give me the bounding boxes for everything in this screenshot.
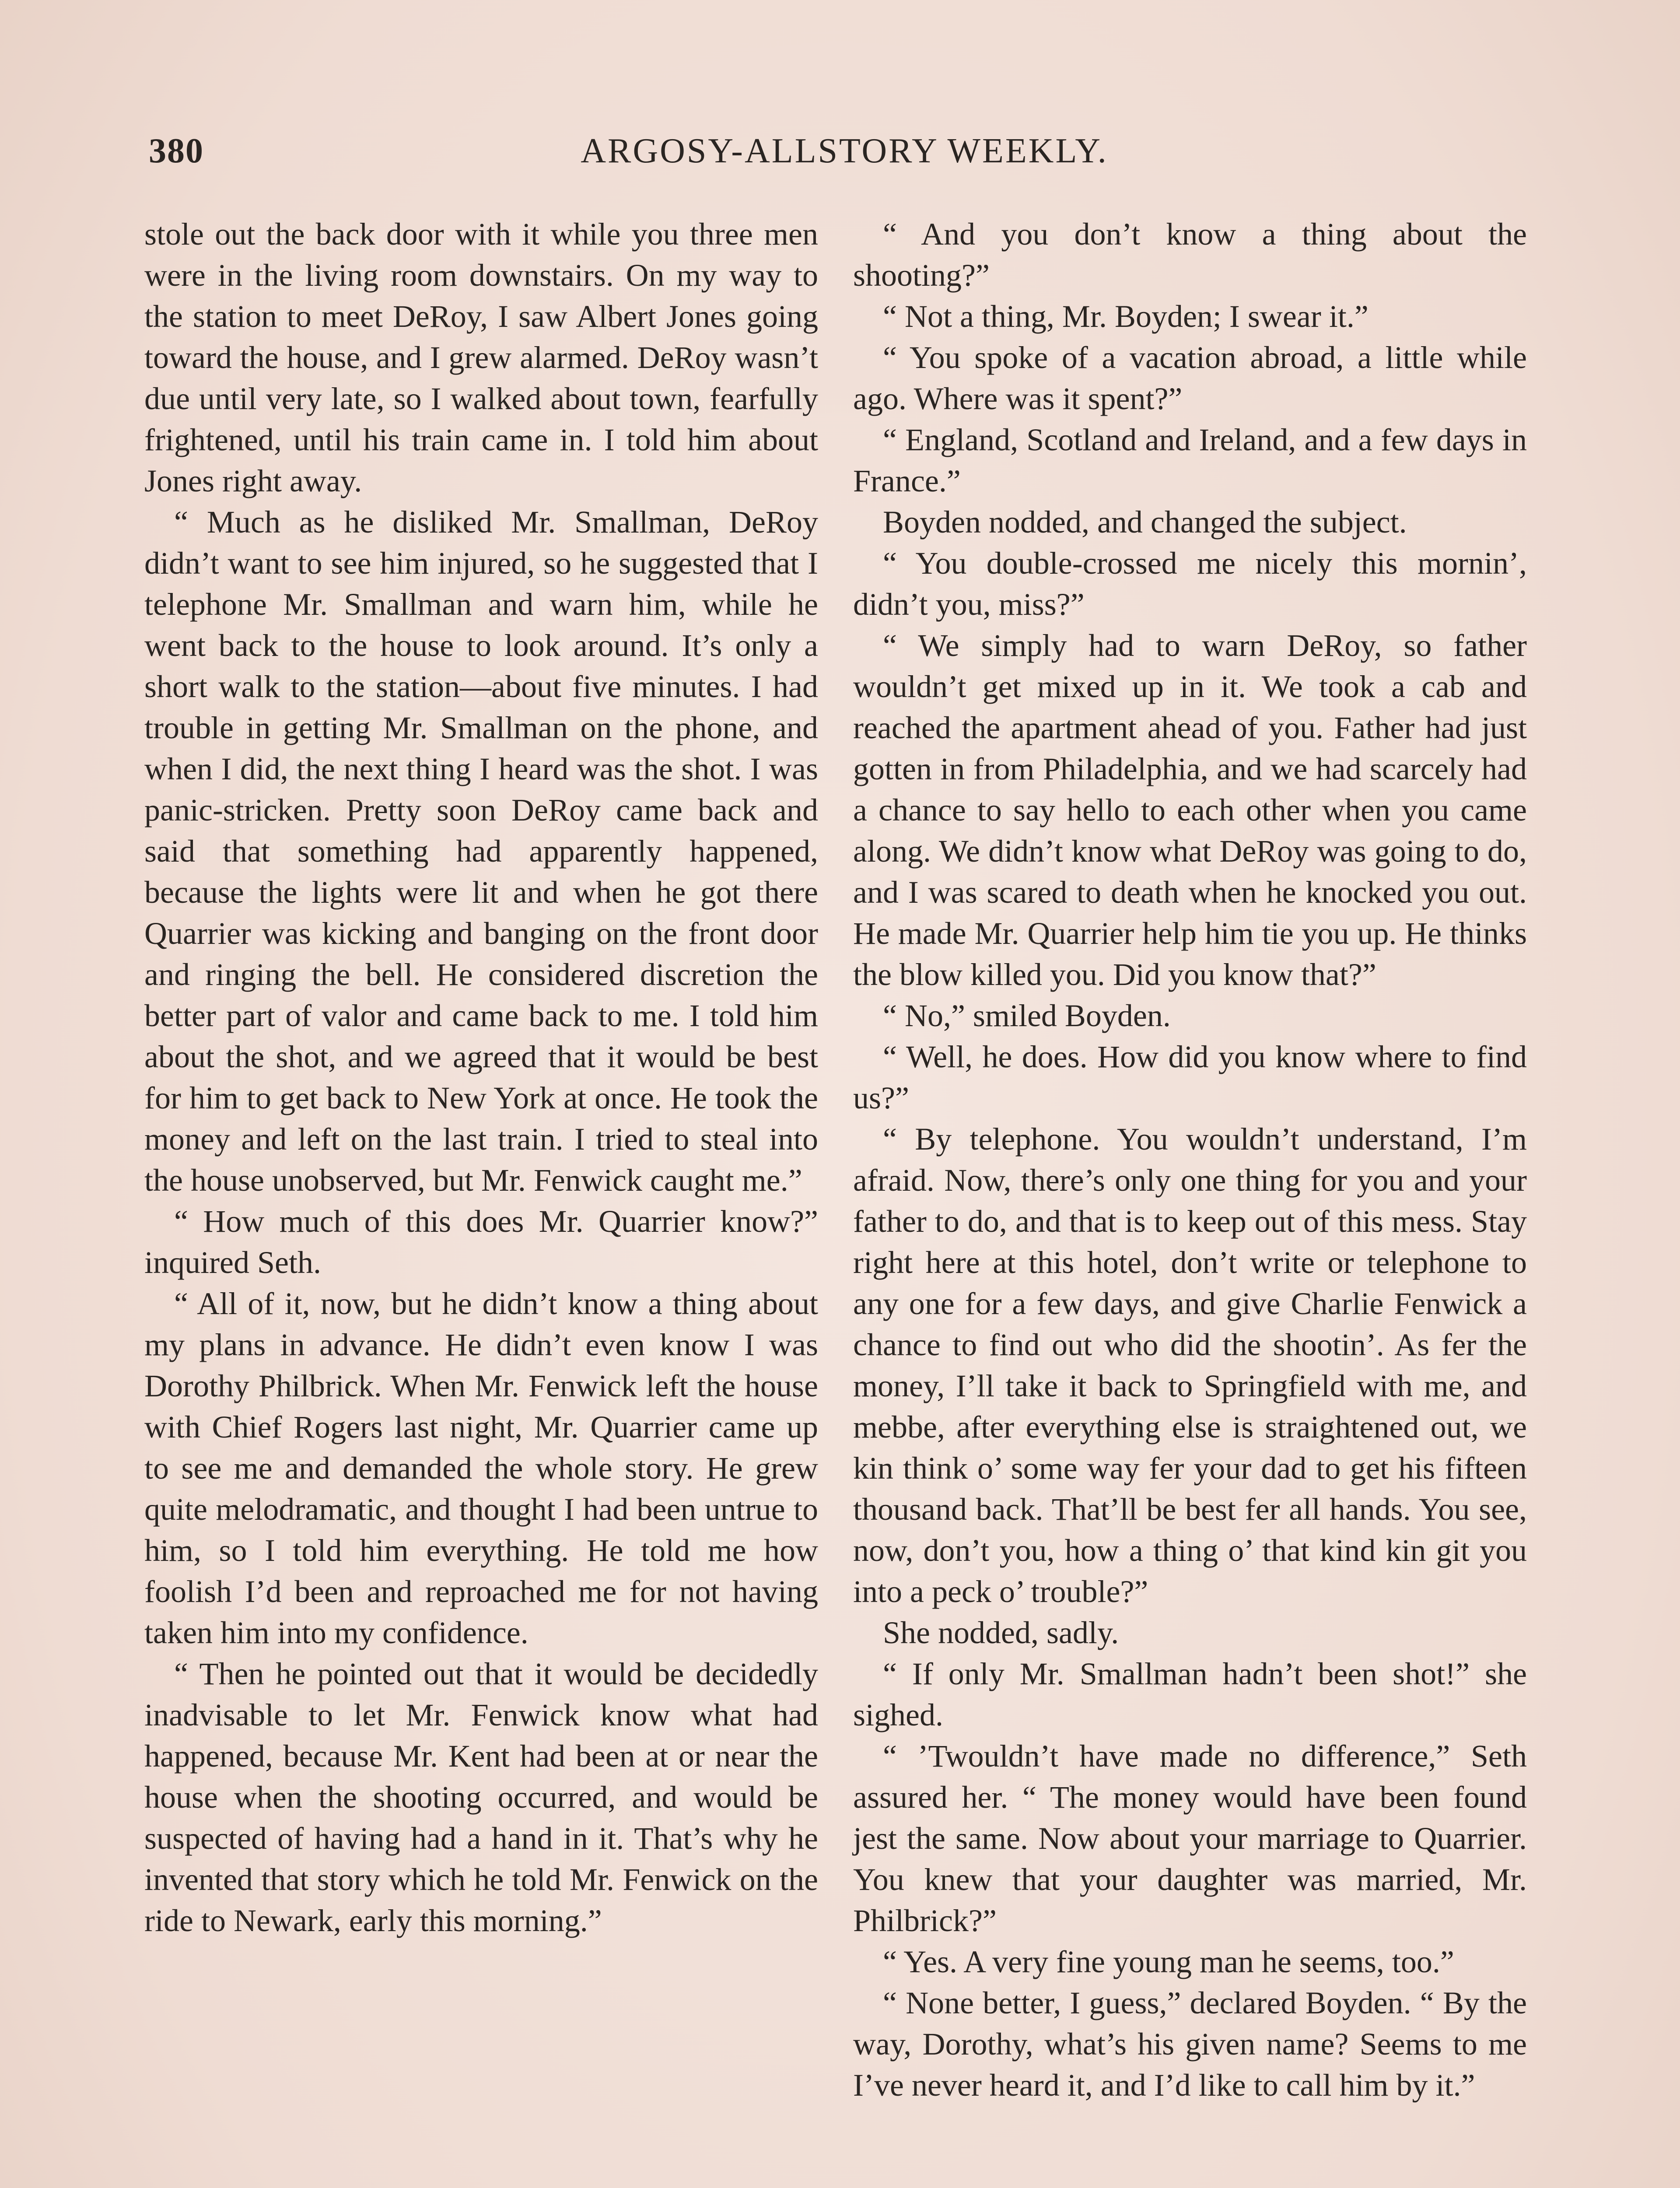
paragraph: She nodded, sadly. — [883, 1615, 1119, 1650]
paragraph: “ You spoke of a vacation abroad, a little while ago. Where was it spent?” — [853, 340, 1527, 416]
running-title: ARGOSY-ALLSTORY WEEKLY. — [581, 132, 1108, 170]
paragraph: “ You double-crossed me nicely this mornin’, didn’t you, miss?” — [853, 546, 1527, 622]
paragraph: “ By telephone. You wouldn’t understand, I’m afraid. Now, there’s only one thing for you and your father to do, and that is to keep out of this mess. Stay right here at this hotel, don’t write or telephone to any one for a few days, and give Charlie Fenwick a chance to find out who did the shootin’. As fer the money, I’ll take it back to Springfield with me, and mebbe, after everything else is straightened out, we kin think o’ some way fer your dad to get his fifteen thousand back. That’ll be best fer all hands. You see, now, don’t you, how a thing o’ that kind kin git you into a peck o’ trouble?” — [853, 1122, 1527, 1609]
paragraph: “ Not a thing, Mr. Boyden; I swear it.” — [883, 299, 1368, 334]
paragraph: “ How much of this does Mr. Quarrier know?” inquired Seth. — [144, 1204, 818, 1280]
right-column — [853, 214, 1527, 2106]
paragraph: “ Then he pointed out that it would be decidedly inadvisable to let Mr. Fenwick know what had happened, because Mr. Kent had been at or near the house when the shooting occurred, and would be suspected of having had a hand in it. That’s why he invented that story which he told Mr. Fenwick on the ride to Newark, early this morning.” — [144, 1656, 818, 1938]
paragraph: “ No,” smiled Boyden. — [883, 998, 1171, 1033]
paragraph: “ None better, I guess,” declared Boyden. “ By the way, Dorothy, what’s his given name? Seems to me I’ve never heard it, and I’d like to call him by it.” — [853, 1985, 1527, 2103]
paragraph: “ We simply had to warn DeRoy, so father wouldn’t get mixed up in it. We took a cab and reached the apartment ahead of you. Father had just gotten in from Philadelphia, and we had scarcely had a chance to say hello to each other when you came along. We didn’t know what DeRoy was going to do, and I was scared to death when he knocked you out. He made Mr. Quarrier help him tie you up. He thinks the blow killed you. Did you know that?” — [853, 628, 1527, 992]
left-column — [144, 214, 818, 1941]
paragraph: “ And you don’t know a thing about the shooting?” — [853, 217, 1527, 293]
paragraph: “ Yes. A very fine young man he seems, too.” — [883, 1944, 1454, 1979]
paragraph: stole out the back door with it while you three men were in the living room downstairs. On my way to the station to meet DeRoy, I saw Albert Jones going toward the house, and I grew alarmed. DeRoy wasn’t due until very late, so I walked about town, fearfully frightened, until his train came in. I told him about Jones right away. — [144, 217, 818, 498]
paragraph: Boyden nodded, and changed the subject. — [883, 505, 1407, 540]
page-header — [149, 131, 1540, 179]
paragraph: “ ’Twouldn’t have made no difference,” Seth assured her. “ The money would have been found jest the same. Now about your marriage to Quarrier. You knew that your daughter was married, Mr. Philbrick?” — [853, 1739, 1527, 1938]
paragraph: “ All of it, now, but he didn’t know a thing about my plans in advance. He didn’t even know I was Dorothy Philbrick. When Mr. Fenwick left the house with Chief Rogers last night, Mr. Quarrier came up to see me and demanded the whole story. He grew quite melodramatic, and thought I had been untrue to him, so I told him everything. He told me how foolish I’d been and reproached me for not having taken him into my confidence. — [144, 1286, 818, 1650]
page-number: 380 — [149, 132, 204, 170]
paragraph: “ Well, he does. How did you know where to find us?” — [853, 1039, 1527, 1115]
paragraph: “ Much as he disliked Mr. Smallman, DeRoy didn’t want to see him injured, so he suggested that I telephone Mr. Smallman and warn him, while he went back to the house to look around. It’s only a short walk to the station—about five minutes. I had trouble in getting Mr. Smallman on the phone, and when I did, the next thing I heard was the shot. I was panic-stricken. Pretty soon DeRoy came back and said that something had apparently happened, because the lights were lit and when he got there Quarrier was kicking and banging on the front door and ringing the bell. He considered discretion the better part of valor and came back to me. I told him about the shot, and we agreed that it would be best for him to get back to New York at once. He took the money and left on the last train. I tried to steal into the house unobserved, but Mr. Fenwick caught me.” — [144, 505, 818, 1198]
paragraph: “ England, Scotland and Ireland, and a few days in France.” — [853, 422, 1527, 498]
paragraph: “ If only Mr. Smallman hadn’t been shot!” she sighed. — [853, 1656, 1527, 1732]
